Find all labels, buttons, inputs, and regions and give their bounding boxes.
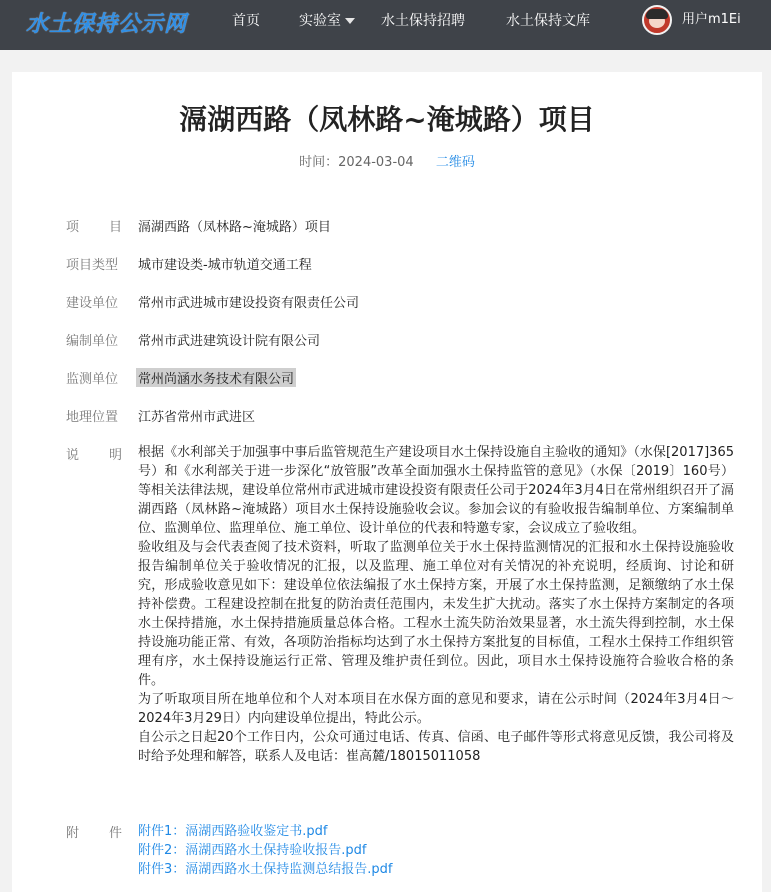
field-label-monitor: 监测单位 xyxy=(66,372,119,387)
field-value-type: 城市建设类-城市轨道交通工程 xyxy=(138,258,312,273)
label-char-1: 附 xyxy=(66,826,80,841)
attachment-link-1[interactable]: 附件1：滆湖西路验收鉴定书.pdf xyxy=(138,824,328,839)
user-name[interactable]: 用户m1Ei xyxy=(682,12,741,27)
attachment-link-2[interactable]: 附件2：滆湖西路水土保持验收报告.pdf xyxy=(138,843,367,858)
desc-paragraph: 自公示之日起20个工作日内，公众可通过电话、传真、信函、电子邮件等形式将意见反馈，我公司将及时给予处理和解答，联系人及电话：崔高麓/18015011058 xyxy=(138,730,734,764)
nav-lab-label: 实验室 xyxy=(299,13,341,29)
field-value-monitor: 常州尚涵水务技术有限公司 xyxy=(136,368,296,387)
description-body xyxy=(138,443,734,766)
chevron-down-icon xyxy=(345,18,355,24)
nav-lab[interactable] xyxy=(299,0,355,42)
article-card xyxy=(12,72,762,892)
field-label-author: 编制单位 xyxy=(66,334,119,349)
page-title: 滆湖西路（凤林路~淹城路）项目 xyxy=(179,103,595,136)
label-char-2: 目 xyxy=(108,220,122,235)
label-char-2: 明 xyxy=(108,448,122,463)
qr-code-link[interactable]: 二维码 xyxy=(435,155,475,170)
site-logo[interactable]: 水土保持公示网 xyxy=(26,12,188,37)
field-value-location: 江苏省常州市武进区 xyxy=(138,410,256,425)
article-meta xyxy=(12,151,762,170)
desc-paragraph: 为了听取项目所在地单位和个人对本项目在水保方面的意见和要求，请在公示时间（2024年3月4日～2024年3月29日）内向建设单位提出，特此公示。 xyxy=(138,692,734,726)
desc-paragraph: 根据《水利部关于加强事中事后监管规范生产建设项目水土保持设施自主验收的通知》（水保[2017]365号）和《水利部关于进一步深化“放管服”改革全面加强水土保持监管的意见》（水保〔2019〕160号）等相关法律法规，建设单位常州市武进城市建设投资有限责任公司于2024年3月4日在常州组织召开了滆湖西路（凤林路~淹城路）项目水土保持设施验收会议。参加会议的有验收报告编制单位、方案编制单位、监测单位、监理单位、施工单位、设计单位的代表和特邀专家，会议成立了验收组。 xyxy=(138,445,734,536)
label-char-2: 件 xyxy=(108,826,122,841)
avatar-hair xyxy=(646,9,668,19)
desc-paragraph: 验收组及与会代表查阅了技术资料，听取了监测单位关于水土保持监测情况的汇报和水土保持设施验收报告编制单位关于验收情况的汇报，以及监理、施工单位对有关情况的补充说明，经质询、讨论和研究，形成验收意见如下：建设单位依法编报了水土保持方案，开展了水土保持监测，足额缴纳了水土保持补偿费。工程建设控制在批复的防治责任范围内，未发生扩大扰动。落实了水土保持方案制定的各项水土保持措施，水土保持措施质量总体合格。工程水土流失防治效果显著，水土流失得到控制，水土保持设施功能正常、有效，各项防治指标均达到了水土保持方案批复的目标值，工程水土保持工作组织管理有序，水土保持设施运行正常、管理及维护责任到位。因此，项目水土保持设施符合验收合格的条件。 xyxy=(138,540,734,688)
label-char-1: 项 xyxy=(66,220,80,235)
publish-time: 时间：2024-03-04 xyxy=(299,155,414,170)
attachment-link-3[interactable]: 附件3：滆湖西路水土保持监测总结报告.pdf xyxy=(138,862,393,877)
field-label-attachments xyxy=(66,822,122,841)
top-navbar xyxy=(0,0,771,50)
nav-jobs[interactable]: 水土保持招聘 xyxy=(381,13,465,29)
field-label-builder: 建设单位 xyxy=(66,296,119,311)
user-avatar[interactable] xyxy=(642,5,672,35)
label-char-1: 说 xyxy=(66,448,80,463)
attachment-list xyxy=(138,822,392,879)
nav-home[interactable]: 首页 xyxy=(232,0,260,42)
field-label-desc xyxy=(66,444,122,463)
nav-library[interactable]: 水土保持文库 xyxy=(506,13,590,29)
field-value-author: 常州市武进建筑设计院有限公司 xyxy=(138,334,321,349)
field-value-builder: 常州市武进城市建设投资有限责任公司 xyxy=(138,296,360,311)
field-label-project xyxy=(66,216,122,235)
field-value-project: 滆湖西路（凤林路~淹城路）项目 xyxy=(138,220,331,235)
field-label-type: 项目类型 xyxy=(66,258,119,273)
field-label-location: 地理位置 xyxy=(66,410,119,425)
